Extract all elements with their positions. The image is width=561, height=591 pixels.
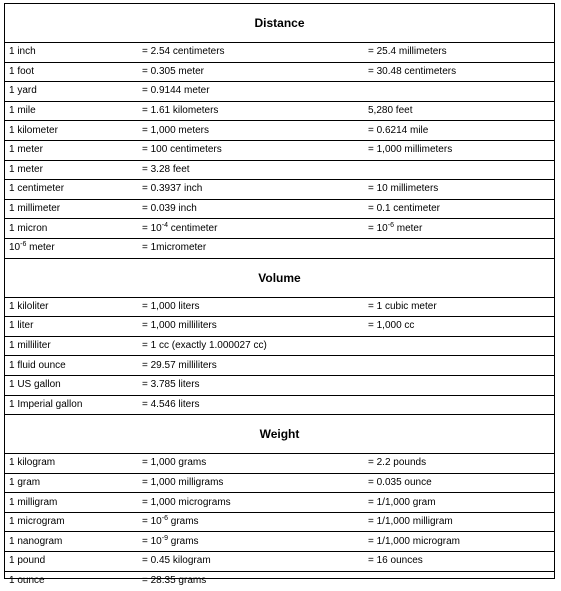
unit-cell: 1 gram [9,476,41,488]
equivalent-cell: = 1 cc (exactly 1.000027 cc) [142,340,267,352]
section-title-distance: Distance [5,4,554,43]
equivalent-cell: = 1.61 kilometers [142,105,219,117]
unit-cell: 1 millimeter [9,203,61,215]
table-row [5,376,554,396]
table-row [5,474,554,494]
alternate-cell: = 1,000 millimeters [368,144,453,156]
alternate-cell: = 0.035 ounce [368,476,432,488]
alternate-cell: = 0.1 centimeter [368,203,440,215]
unit-cell: 1 ounce [9,575,45,587]
equivalent-cell: = 29.57 milliliters [142,359,217,371]
table-row [5,161,554,181]
table-row [5,532,554,552]
equivalent-cell: = 1,000 micrograms [142,496,231,508]
alternate-cell: = 1/1,000 gram [368,496,436,508]
unit-cell: 1 microgram [9,516,65,528]
equivalent-cell: = $10^{-6}$ grams [142,515,199,528]
equivalent-cell: = 0.039 inch [142,203,197,215]
unit-cell: 1 nanogram [9,535,63,547]
unit-cell: 1 fluid ounce [9,359,66,371]
table-row [5,239,554,259]
unit-cell: 1 inch [9,46,36,58]
section-title-weight: Weight [5,415,554,454]
equivalent-cell: = 4.546 liters [142,398,200,410]
table-row [5,356,554,376]
volume-rows [5,298,554,416]
alternate-cell: 5,280 feet [368,105,413,117]
alternate-cell: = 30.48 centimeters [368,65,457,77]
section-title-volume: Volume [5,259,554,298]
table-row [5,337,554,357]
table-row [5,200,554,220]
equivalent-cell: = 1micrometer [142,242,207,254]
unit-cell: 1 Imperial gallon [9,398,83,410]
unit-cell: 1 centimeter [9,183,65,195]
equivalent-cell: = 0.45 kilogram [142,555,211,567]
table-row [5,454,554,474]
unit-cell: 1 pound [9,555,46,567]
weight-rows [5,454,554,513]
distance-rows [5,43,554,219]
table-row [5,43,554,63]
conversion-table [4,3,555,587]
table-row [5,298,554,318]
equivalent-cell: = 1,000 meters [142,124,209,136]
equivalent-cell: = 1,000 grams [142,457,207,469]
unit-cell: 1 milliliter [9,340,51,352]
equivalent-cell: = $10^{-4}$ centimeter [142,221,218,234]
alternate-cell: = 25.4 millimeters [368,46,447,58]
table-row [5,180,554,200]
unit-cell: 1 kilogram [9,457,56,469]
equivalent-cell: = 1,000 milliliters [142,320,217,332]
table-row [5,513,554,533]
equivalent-cell: = 100 centimeters [142,144,222,156]
unit-cell: 1 US gallon [9,379,61,391]
unit-cell: $10^{-6}$ meter [9,241,55,254]
alternate-cell: = 1/1,000 microgram [368,535,460,547]
unit-cell: 1 micron [9,222,48,234]
weight-rows [5,552,554,591]
unit-cell: 1 foot [9,65,35,77]
alternate-cell: = 10 millimeters [368,183,439,195]
alternate-cell: = 0.6214 mile [368,124,429,136]
table-row [5,219,554,239]
equivalent-cell: = $10^{-9}$ grams [142,534,199,547]
alternate-cell: = 1/1,000 milligram [368,516,453,528]
unit-cell: 1 mile [9,105,36,117]
unit-cell: 1 meter [9,163,43,175]
alternate-cell: = 2.2 pounds [368,457,427,469]
equivalent-cell: = 3.785 liters [142,379,200,391]
table-row [5,141,554,161]
table-row [5,82,554,102]
alternate-cell: = 1,000 cc [368,320,415,332]
alternate-cell: = $10^{-6}$ meter [368,221,423,234]
table-row [5,396,554,416]
table-row [5,493,554,513]
unit-cell: 1 liter [9,320,34,332]
unit-cell: 1 milligram [9,496,58,508]
unit-cell: 1 kilometer [9,124,58,136]
equivalent-cell: = 1,000 milligrams [142,476,224,488]
unit-cell: 1 yard [9,85,37,97]
table-row [5,317,554,337]
equivalent-cell: = 2.54 centimeters [142,46,225,58]
table-row [5,63,554,83]
unit-cell: 1 kiloliter [9,300,49,312]
equivalent-cell: = 0.305 meter [142,65,204,77]
equivalent-cell: = 3.28 feet [142,163,190,175]
table-row [5,572,554,591]
table-row [5,552,554,572]
equivalent-cell: = 1,000 liters [142,300,200,312]
equivalent-cell: = 28.35 grams [142,575,207,587]
equivalent-cell: = 0.3937 inch [142,183,203,195]
unit-cell: 1 meter [9,144,43,156]
alternate-cell: = 1 cubic meter [368,300,437,312]
equivalent-cell: = 0.9144 meter [142,85,210,97]
table-row [5,102,554,122]
alternate-cell: = 16 ounces [368,555,423,567]
table-row [5,121,554,141]
